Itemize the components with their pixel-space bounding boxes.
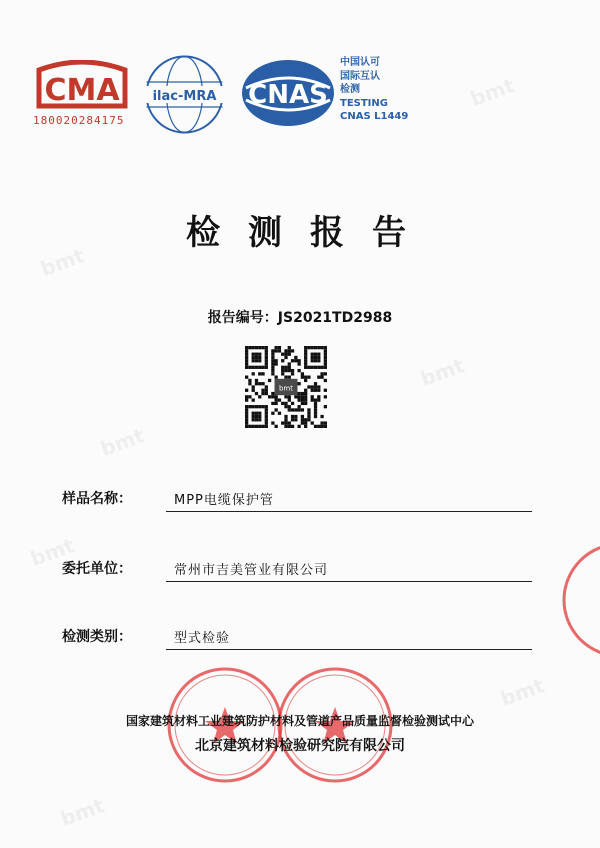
cnas-caption-line: 中国认可 bbox=[340, 57, 380, 68]
watermark: bmt bbox=[497, 673, 548, 711]
cma-emblem-icon bbox=[33, 60, 131, 112]
qr-code-icon bbox=[245, 346, 327, 428]
watermark: bmt bbox=[417, 353, 468, 391]
field-test-type bbox=[62, 624, 532, 650]
cnas-logo bbox=[240, 58, 336, 128]
report-number: 报告编号：JS2021TD2988 bbox=[207, 310, 393, 326]
watermark: bmt bbox=[57, 793, 108, 831]
watermark: bmt bbox=[27, 533, 78, 571]
watermark: bmt bbox=[467, 73, 518, 111]
svg-text:CNAS: CNAS bbox=[248, 80, 328, 110]
field-value: 型式检验 bbox=[174, 631, 231, 646]
qr-code[interactable] bbox=[245, 346, 327, 428]
field-value: 常州市吉美管业有限公司 bbox=[174, 563, 329, 578]
cnas-caption bbox=[340, 56, 430, 124]
cnas-caption-line: CNAS L1449 bbox=[340, 111, 409, 122]
cnas-caption-line: 国际互认 bbox=[340, 70, 380, 82]
svg-text:ilac-MRA: ilac-MRA bbox=[152, 89, 217, 104]
field-label: 检测类别： bbox=[62, 629, 132, 645]
organization-line2: 北京建筑材料检验研究院有限公司 bbox=[195, 738, 405, 754]
field-client bbox=[62, 556, 532, 582]
qr-center-label: bmt bbox=[278, 384, 294, 393]
field-sample-name bbox=[62, 486, 532, 512]
field-label: 样品名称： bbox=[62, 491, 132, 507]
cnas-caption-line: 检测 bbox=[340, 84, 360, 95]
field-underline bbox=[166, 581, 532, 582]
field-underline bbox=[166, 511, 532, 512]
page-title: 检测报告 bbox=[186, 213, 434, 253]
cma-logo bbox=[33, 60, 131, 127]
partial-seal-icon bbox=[560, 540, 600, 660]
watermark: bmt bbox=[97, 423, 148, 461]
watermark: bmt bbox=[37, 243, 88, 281]
field-label: 委托单位： bbox=[62, 561, 132, 577]
cnas-caption-line: TESTING bbox=[340, 97, 388, 109]
field-underline bbox=[166, 649, 532, 650]
organization-line1: 国家建筑材料工业建筑防护材料及管道产品质量监督检验测试中心 bbox=[125, 714, 474, 728]
ilac-globe-icon bbox=[142, 52, 227, 137]
cma-number: 180020284175 bbox=[33, 114, 125, 127]
ilac-mra-logo bbox=[142, 52, 227, 137]
field-value: MPP电缆保护管 bbox=[174, 493, 274, 508]
cnas-emblem-icon bbox=[240, 58, 336, 128]
svg-text:CMA: CMA bbox=[44, 73, 120, 108]
